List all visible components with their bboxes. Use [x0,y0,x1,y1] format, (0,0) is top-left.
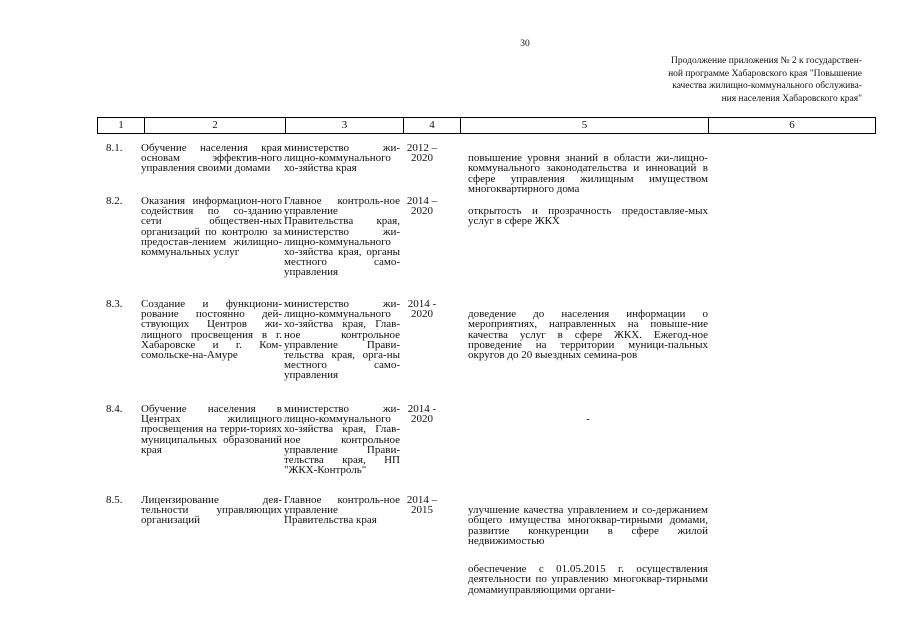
term: 2014 – 2015 [406,494,438,517]
row-number: 8.3. [106,298,123,310]
activity-name: Создание и функциони-рование постоянно дей-ствующих Центров жи-лищного просвещения в г. Хабаровске и г. Ком-сомольске-на-Амуре [141,298,282,362]
term: 2014 - 2020 [407,403,437,426]
activity-name: Лицензирование дея-тельности управляющих организаций [141,494,282,527]
activity-name: Оказания информацион-ного содействия по со-зданию сети обществен-ных организаций по контролю за предостав-лением жилищно-коммунальных услуг [141,195,282,259]
row-number: 8.4. [106,403,123,415]
executor: министерство жи-лищно-коммунального хо-зяйства края, Глав-ное контрольное управление Прави-тельства края, орга-ны местного само-управления [284,298,400,382]
executor: Главное контроль-ное управление Правительства края, министерство жи-лищно-коммунального хо-зяйства края, органы местного само-управления [284,195,400,279]
expected-result [468,404,708,435]
activity-name: Обучение населения края основам эффектив-ного управления своими домами [141,142,282,175]
expected-result [468,299,708,370]
result-text: - [586,413,590,426]
table-header-row [97,117,876,134]
column-header-2: 2 [144,118,285,133]
row-number: 8.5. [106,494,123,506]
result-text: доведение до населения информации о мероприятиях, направленных на повыше-ние качества услуг в сфере ЖКХ. Ежегод-ное проведение на территории муници-пальных округов до 20 выездных семина-ров [468,308,708,362]
result-text-continued: обеспечение с 01.05.2015 г. осуществления деятельности по управлению многоквар-тирными домамиуправляющими органи- [468,563,708,596]
row-number: 8.1. [106,142,123,154]
result-text: открытость и прозрачность предоставляе-мых услуг в сфере ЖКХ [468,205,708,228]
term: 2014 - 2020 [407,298,437,321]
result-text: улучшение качества управлением и со-держанием общего имущества многоквар-тирными домами, развитие конкуренции в сфере жилой недвижимостью [468,504,708,547]
column-header-3: 3 [285,118,403,133]
column-header-1: 1 [118,119,124,131]
column-header-6: 6 [708,118,875,133]
result-text: повышение уровня знаний в области жи-лищно-коммунального законодательства и инноваций в сфере управления жилищным имуществом многоквартирного дома [468,152,708,195]
executor: министерство жи-лищно-коммунального хо-зяйства края, Глав-ное контрольное управление Прави-тельства края, НП "ЖКХ-Контроль" [284,403,400,477]
expected-result [468,196,708,237]
term: 2014 – 2020 [406,195,438,218]
row-number: 8.2. [106,195,123,207]
column-header-4: 4 [403,118,460,133]
executor: Главное контроль-ное управление Правительства края [284,494,400,527]
executor: министерство жи-лищно-коммунального хо-зяйства края [284,142,400,175]
activity-name: Обучение населения в Центрах жилищного просвещения на терри-ториях муниципальных образований края [141,403,282,456]
column-header-5: 5 [460,118,708,133]
page-number: 30 [520,39,530,49]
expected-result [468,495,708,605]
term: 2012 – 2020 [406,142,438,165]
appendix-note: Продолжение приложения № 2 к государствен- ной программе Хабаровского края "Повышение качества жилищно-коммунального обслужива- ния населения Хабаровского края" [668,56,862,104]
